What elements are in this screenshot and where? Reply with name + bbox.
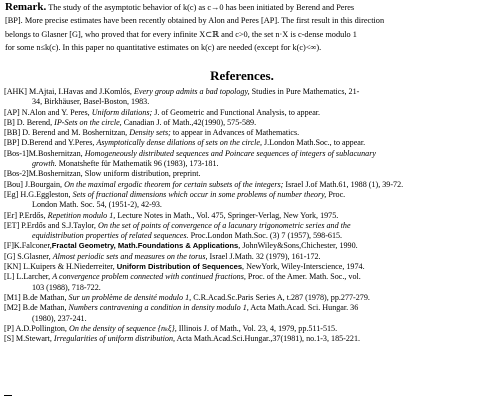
reference-text: [M2] B.de Mathan, xyxy=(4,303,69,313)
reference-title: Homogeneously distributed sequences and Poincare sequences of integers of sublacunary xyxy=(84,148,376,158)
reference-line xyxy=(4,211,480,221)
reference-line xyxy=(4,128,480,138)
reference-entry xyxy=(4,241,480,251)
reference-title: Sur un problème de densité modulo 1, xyxy=(68,292,192,302)
reference-title: Sets of fractional dimensions which occur in some problems of number theory, xyxy=(72,189,327,199)
reference-text: (1980), 237-241. xyxy=(32,313,87,323)
reference-entry xyxy=(4,272,480,293)
reference-title: On the maximal ergodic theorem for certain subsets of the integers; xyxy=(64,179,284,189)
reference-text: Acta Math.Acad.Sci.Hungar.,37(1981), no.1-3, 185-221. xyxy=(175,334,361,344)
reference-title: growth. xyxy=(32,159,57,169)
reference-line xyxy=(4,200,480,210)
reference-line xyxy=(4,149,480,159)
reference-entry xyxy=(4,190,480,211)
reference-line xyxy=(4,262,480,272)
reference-line xyxy=(4,221,480,231)
reference-title: equidistribution properties of related sequences. xyxy=(32,231,189,241)
remark-line: belongs to Glasner [G], who proved that for every infinite X⊂ℝ and c>0, the set n·X is c-dense modulo 1 xyxy=(5,29,357,39)
reference-text: [AHK] M.Ajtai, I.Havas and J.Komlós, xyxy=(4,87,134,96)
reference-title: Density sets; xyxy=(129,128,171,138)
reference-text: Monatshefte für Mathematik 96 (1983), 173-181. xyxy=(56,159,219,169)
reference-line xyxy=(4,334,480,344)
reference-line xyxy=(4,180,480,190)
reference-title: Asymptotically dense dilations of sets on the circle, xyxy=(96,138,262,148)
reference-text: [Bos-2]M.Boshernitzan, Slow uniform distribution, preprint. xyxy=(4,169,201,179)
references-heading: References. xyxy=(210,68,274,83)
reference-text: Israel J.of Math.61, 1988 (1), 39-72. xyxy=(283,179,404,189)
reference-line xyxy=(4,293,480,303)
reference-text: [L] L.Larcher, xyxy=(4,272,53,282)
reference-title: On the density of sequence {nₖξ}, xyxy=(68,323,177,333)
reference-title: Irregularities of uniform distribution, xyxy=(53,334,176,344)
reference-title: IP-Sets on the circle, xyxy=(54,117,122,127)
reference-entry xyxy=(4,221,480,242)
reference-title: Uniform dilations; xyxy=(91,107,153,117)
reference-line xyxy=(4,303,480,313)
reference-text: Proc. xyxy=(326,189,346,199)
reference-text: Studies in Pure Mathematics, 21- xyxy=(249,87,360,96)
reference-line xyxy=(4,87,480,97)
reference-text: , JohnWiley&Sons,Chichester, 1990. xyxy=(238,241,358,251)
reference-entry xyxy=(4,252,480,262)
reference-text: London Math. Soc. 54, (1951-2), 42-93. xyxy=(32,200,162,210)
reference-line xyxy=(4,324,480,334)
reference-entry xyxy=(4,293,480,303)
reference-entry xyxy=(4,138,480,148)
remark-line xyxy=(5,1,479,14)
reference-line xyxy=(4,159,480,169)
reference-book-title: Uniform Distribution of Sequences xyxy=(116,262,243,272)
reference-line xyxy=(4,241,480,251)
reference-entry xyxy=(4,149,480,170)
reference-line xyxy=(4,190,480,200)
reference-text: 34, Birkhäuser, Basel-Boston, 1983. xyxy=(32,97,150,107)
reference-title: Repetition modulo 1, xyxy=(47,210,116,220)
footer-rule xyxy=(4,395,12,396)
remark-text: The study of the asymptotic behavior of k(c) as c→0 has been initiated by Berend and Peres xyxy=(48,3,355,12)
reference-entry xyxy=(4,180,480,190)
reference-text: [ET] P.Erdős and S.J.Taylor, xyxy=(4,220,98,230)
reference-line xyxy=(4,314,480,324)
reference-text: Israel J.Math. 32 (1979), 161-172. xyxy=(207,251,321,261)
reference-line xyxy=(4,118,480,128)
reference-text: [Er] P.Erdős, xyxy=(4,210,48,220)
reference-text: [Bou] J.Bourgain, xyxy=(4,179,65,189)
remark-paragraph xyxy=(5,1,479,55)
reference-text: [AP] N.Alon and Y. Peres, xyxy=(4,107,92,117)
reference-entry xyxy=(4,128,480,138)
reference-title: Almost periodic sets and measures on the torus, xyxy=(52,251,208,261)
reference-title: A convergence problem connected with continued fractions, xyxy=(52,272,246,282)
reference-text: [M1] B.de Mathan, xyxy=(4,292,69,302)
reference-text: Illinois J. of Math., Vol. 23, 4, 1979, pp.511-515. xyxy=(176,323,338,333)
reference-entry xyxy=(4,169,480,179)
reference-line xyxy=(4,97,480,107)
reference-title: Every group admits a bad topology, xyxy=(133,87,250,96)
reference-text: Acta Math.Acad. Sci. Hungar. 36 xyxy=(248,303,359,313)
reference-title: Numbers contravening a condition in density modulo 1, xyxy=(68,303,249,313)
reference-line xyxy=(4,138,480,148)
reference-line xyxy=(4,169,480,179)
reference-text: [B] D. Berend, xyxy=(4,117,55,127)
reference-text: Proc.London Math.Soc. (3) 7 (1957), 598-615. xyxy=(188,231,343,241)
reference-text: J. of Geometric and Functional Analysis, to appear. xyxy=(152,107,321,117)
reference-line xyxy=(4,252,480,262)
reference-entry xyxy=(4,108,480,118)
reference-entry xyxy=(4,262,480,272)
reference-text: C.R.Acad.Sc.Paris Series A, t.287 (1978), pp.277-279. xyxy=(191,292,370,302)
reference-text: 103 (1988), 718-722. xyxy=(32,282,101,292)
remark-line: [BP]. More precise estimates have been recently obtained by Alon and Peres [AP]. The first result in this direction xyxy=(5,16,385,26)
reference-entry xyxy=(4,87,480,108)
reference-line xyxy=(4,283,480,293)
reference-text: [KN] L.Kuipers & H.Niederreiter, xyxy=(4,262,117,272)
reference-text: Canadian J. of Math.,42(1990), 575-589. xyxy=(121,117,257,127)
reference-line xyxy=(4,108,480,118)
reference-text: , NewYork, Wiley-Interscience, 1974. xyxy=(242,262,365,272)
reference-text: [G] S.Glasner, xyxy=(4,251,53,261)
remark-title: Remark. xyxy=(5,1,47,13)
reference-text: [Eg] H.G.Eggleston, xyxy=(4,189,73,199)
reference-entry xyxy=(4,303,480,324)
reference-text: Lecture Notes in Math., Vol. 475, Springer-Verlag, New York, 1975. xyxy=(115,210,339,220)
reference-text: J.London Math.Soc., to appear. xyxy=(261,138,366,148)
reference-text: [BP] D.Berend and Y.Peres, xyxy=(4,138,97,148)
reference-text: [P] A.D.Pollington, xyxy=(4,323,69,333)
reference-entry xyxy=(4,334,480,344)
reference-title: On the set of points of convergence of a lacunary trigonometric series and the xyxy=(97,220,351,230)
reference-text: [F]K.Falconer, xyxy=(4,241,52,251)
reference-text: [S] M.Stewart, xyxy=(4,334,54,344)
reference-entry xyxy=(4,324,480,334)
remark-line: for some n≤k(c). In this paper no quantitative estimates on k(c) are needed (except for k(c)<∞). xyxy=(5,43,322,53)
reference-book-title: Fractal Geometry, Math.Foundations & Applications xyxy=(51,241,239,251)
reference-text: Proc. of the Amer. Math. Soc., vol. xyxy=(245,272,361,282)
reference-entry xyxy=(4,211,480,221)
reference-text: [Bos-1]M.Boshernitzan, xyxy=(4,148,85,158)
references-list xyxy=(4,87,480,344)
reference-entry xyxy=(4,118,480,128)
reference-line xyxy=(4,231,480,241)
reference-line xyxy=(4,272,480,282)
reference-text: to appear in Advances of Mathematics. xyxy=(170,128,300,138)
reference-text: [BB] D. Berend and M. Boshernitzan, xyxy=(4,128,130,138)
